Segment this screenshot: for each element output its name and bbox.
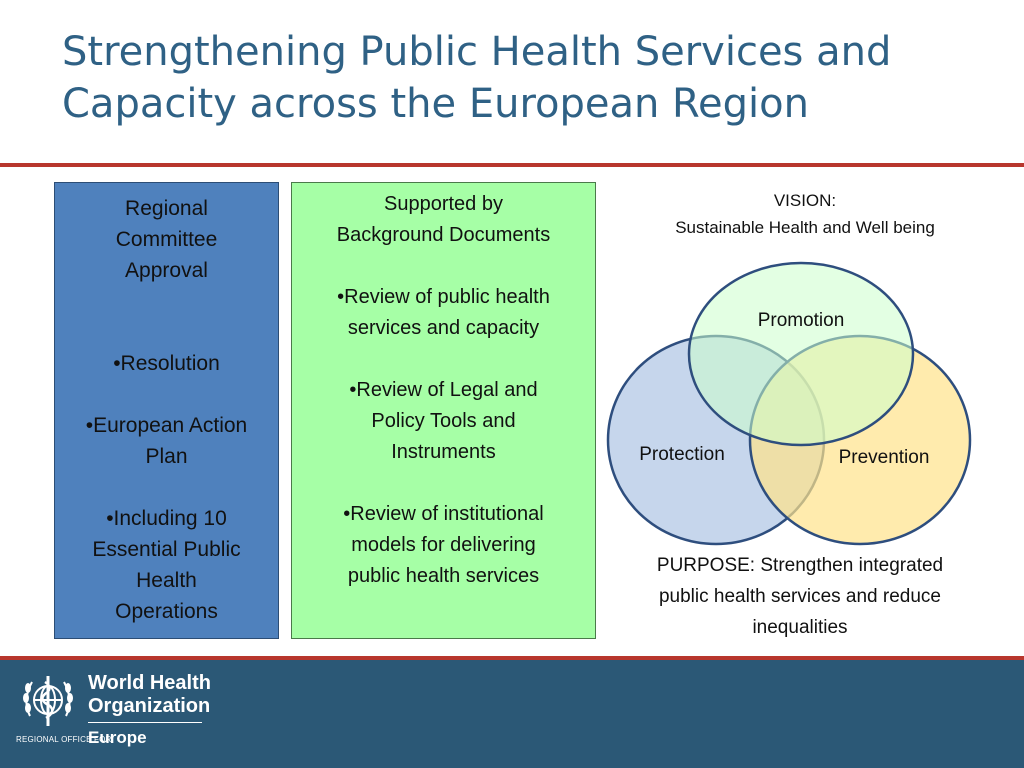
title-line-1: Strengthening Public Health Services and xyxy=(62,29,892,75)
heading-line: Background Documents xyxy=(336,224,551,246)
item-text: services and capacity xyxy=(347,317,540,339)
regional-committee-heading xyxy=(55,193,278,286)
item-text: Policy Tools and xyxy=(371,410,516,432)
item-text: Instruments xyxy=(391,441,496,463)
title-divider xyxy=(0,163,1024,167)
slide-title xyxy=(62,26,992,130)
europe-label: Europe xyxy=(88,728,147,747)
vision-statement xyxy=(615,187,995,241)
heading-line: Regional xyxy=(125,197,208,220)
list-item-review-services xyxy=(292,282,595,344)
logo-divider xyxy=(88,722,202,723)
list-item-action-plan xyxy=(55,410,278,472)
list-item-essential-operations xyxy=(55,503,278,627)
promotion-circle xyxy=(689,263,913,445)
regional-committee-box xyxy=(54,182,279,639)
heading-line: Supported by xyxy=(384,193,503,215)
who-wordmark xyxy=(88,672,211,718)
purpose-text: PURPOSE: Strengthen integrated xyxy=(656,555,944,576)
list-item-review-institutional xyxy=(292,499,595,592)
item-text: •Review of public health xyxy=(337,286,550,308)
prevention-label: Prevention xyxy=(838,447,930,468)
wordmark-line: Organization xyxy=(88,695,211,717)
item-text: •Including 10 xyxy=(106,507,227,530)
purpose-statement xyxy=(605,550,995,643)
item-text: Essential Public xyxy=(92,538,241,561)
wordmark-line: World Health xyxy=(88,672,211,694)
item-text: public health services xyxy=(347,565,540,587)
heading-line: Approval xyxy=(125,259,208,282)
item-text: models for delivering xyxy=(351,534,536,556)
protection-label: Protection xyxy=(639,444,725,465)
vision-text: Sustainable Health and Well being xyxy=(675,218,935,237)
background-documents-heading xyxy=(292,189,595,251)
list-item-review-legal xyxy=(292,375,595,468)
item-text: Health xyxy=(136,569,197,592)
background-documents-box xyxy=(291,182,596,639)
title-line-2: Capacity across the European Region xyxy=(62,81,809,127)
item-text: •Review of institutional xyxy=(343,503,544,525)
purpose-text: public health services and reduce xyxy=(658,586,941,607)
purpose-text: inequalities xyxy=(752,617,848,638)
vision-label: VISION: xyxy=(773,191,837,210)
item-text: Operations xyxy=(115,600,218,623)
item-text: •Resolution xyxy=(113,352,220,375)
list-item-resolution xyxy=(55,348,278,379)
item-text: Plan xyxy=(145,445,188,468)
item-text: •Review of Legal and xyxy=(349,379,538,401)
regional-office-label: REGIONAL OFFICE FOR xyxy=(16,735,112,744)
venn-diagram xyxy=(600,256,980,546)
who-emblem-icon xyxy=(16,668,80,732)
footer-bar xyxy=(0,660,1024,768)
item-text: •European Action xyxy=(85,414,248,437)
promotion-label: Promotion xyxy=(757,310,845,331)
heading-line: Committee xyxy=(115,228,218,251)
